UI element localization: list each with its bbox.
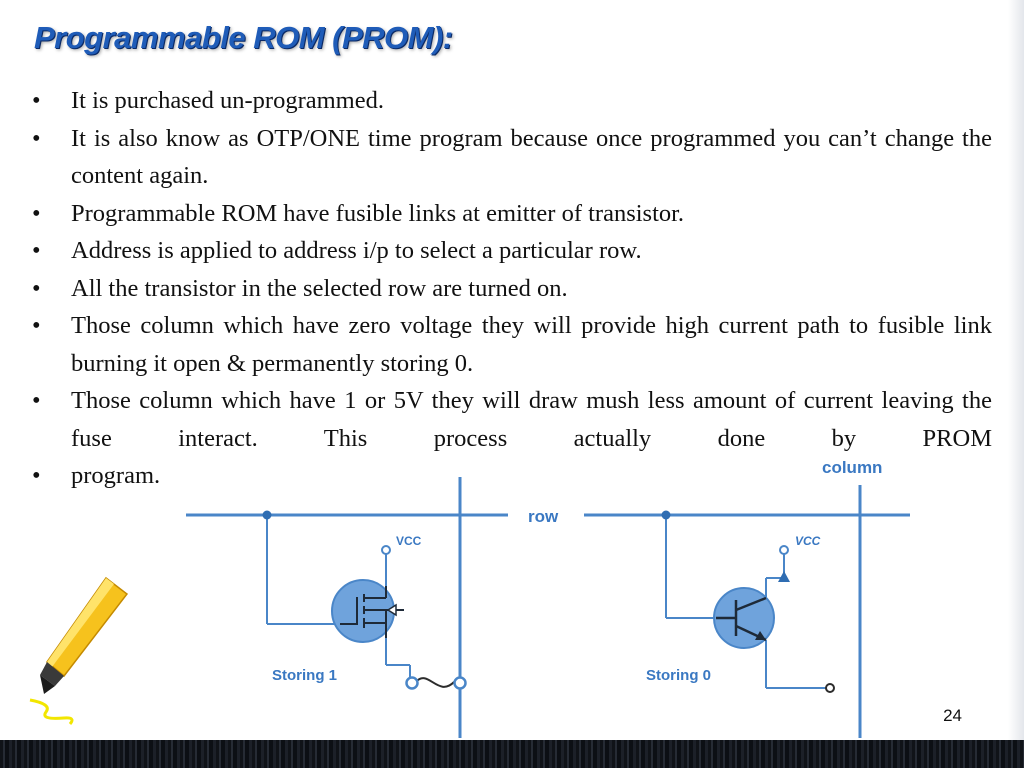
bullet-tail-text: program. [71, 462, 161, 489]
row-label: row [528, 507, 559, 526]
slide-title: Programmable ROM (PROM): [34, 20, 453, 55]
vcc-label-right: VCC [795, 534, 821, 548]
mosfet-symbol [332, 580, 404, 642]
footer-band [0, 740, 1024, 768]
column-label: column [822, 458, 883, 477]
bjt-transistor-symbol [714, 588, 774, 648]
bullet-item: • It is purchased un-programmed. [30, 82, 992, 120]
page-number: 24 [943, 706, 962, 725]
storing-1-label: Storing 1 [272, 667, 338, 684]
bullet-item: • All the transistor in the selected row are turned on. [30, 270, 992, 308]
bullet-item: • Address is applied to address i/p to select a particular row. [30, 232, 992, 270]
bullet-item: • It is also know as OTP/ONE time program because once programmed you can’t change the content again. [30, 120, 992, 195]
bullet-item: • Those column which have 1 or 5V they will draw mush less amount of current leaving the fuse interact. This process actually done by PROM [30, 382, 992, 457]
vcc-label-left: VCC [396, 534, 422, 548]
highlighter-icon [30, 578, 127, 724]
storing-0-label: Storing 0 [646, 667, 712, 684]
bullet-item: • Those column which have zero voltage they will provide high current path to fusible link burning it open & permanently storing 0. [30, 307, 992, 382]
bullet-item: • Programmable ROM have fusible links at emitter of transistor. [30, 195, 992, 233]
